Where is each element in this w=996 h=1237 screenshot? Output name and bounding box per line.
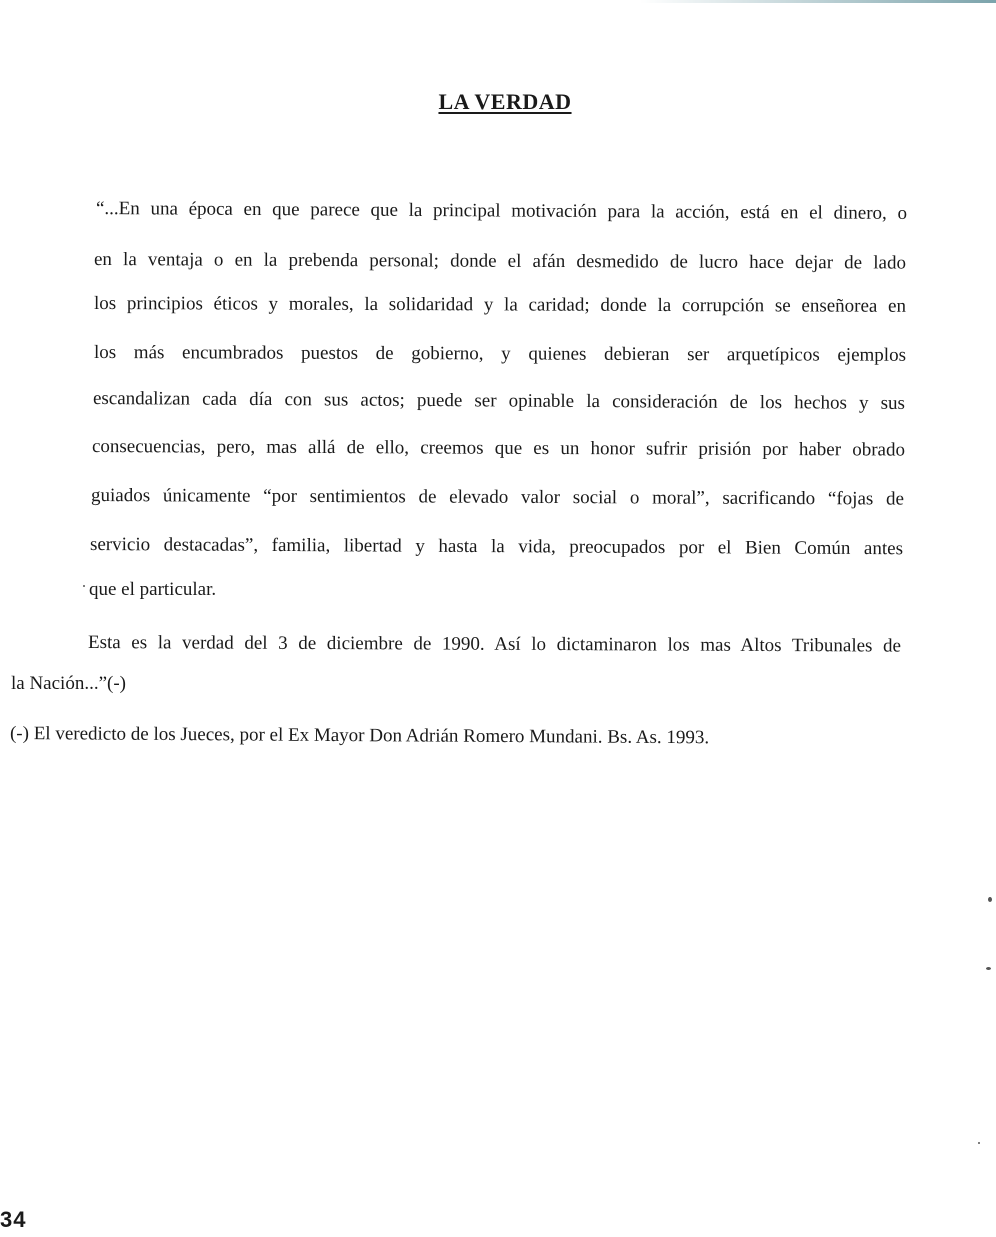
scan-speck: [83, 585, 85, 587]
body-line: Esta es la verdad del 3 de diciembre de 1990. Así lo dictaminaron los mas Altos Tribunales de: [87, 632, 902, 657]
body-line: “...En una época en que parece que la principal motivación para la acción, está en el dinero, o: [95, 198, 908, 224]
scan-speck: [988, 897, 992, 902]
body-line: los principios éticos y morales, la solidaridad y la caridad; donde la corrupción se enseñorea en: [93, 293, 907, 317]
scan-speck: [986, 967, 991, 970]
body-line: los más encumbrados puestos de gobierno, y quienes debieran ser arquetípicos ejemplos: [93, 342, 907, 366]
body-line: la Nación...”(-): [11, 673, 126, 694]
body-line: guiados únicamente “por sentimientos de elevado valor social o moral”, sacrificando “fojas de: [90, 485, 905, 510]
body-line: en la ventaja o en la prebenda personal; donde el afán desmedido de lucro hace dejar de lado: [93, 249, 907, 274]
body-line: consecuencias, pero, mas allá de ello, creemos que es un honor sufrir prisión por haber obrado: [91, 436, 906, 461]
page-title: LA VERDAD: [438, 89, 572, 114]
scan-edge-mark: [640, 0, 996, 3]
scan-speck: [978, 1142, 980, 1144]
footnote: (-) El veredicto de los Jueces, por el Ex Mayor Don Adrián Romero Mundani. Bs. As. 1993.: [9, 723, 710, 749]
page-number: 34: [0, 1207, 27, 1232]
body-line: que el particular.: [89, 579, 217, 600]
body-line: servicio destacadas”, familia, libertad y hasta la vida, preocupados por el Bien Común antes: [89, 534, 904, 560]
body-line: escandalizan cada día con sus actos; puede ser opinable la consideración de los hechos y sus: [92, 388, 906, 414]
